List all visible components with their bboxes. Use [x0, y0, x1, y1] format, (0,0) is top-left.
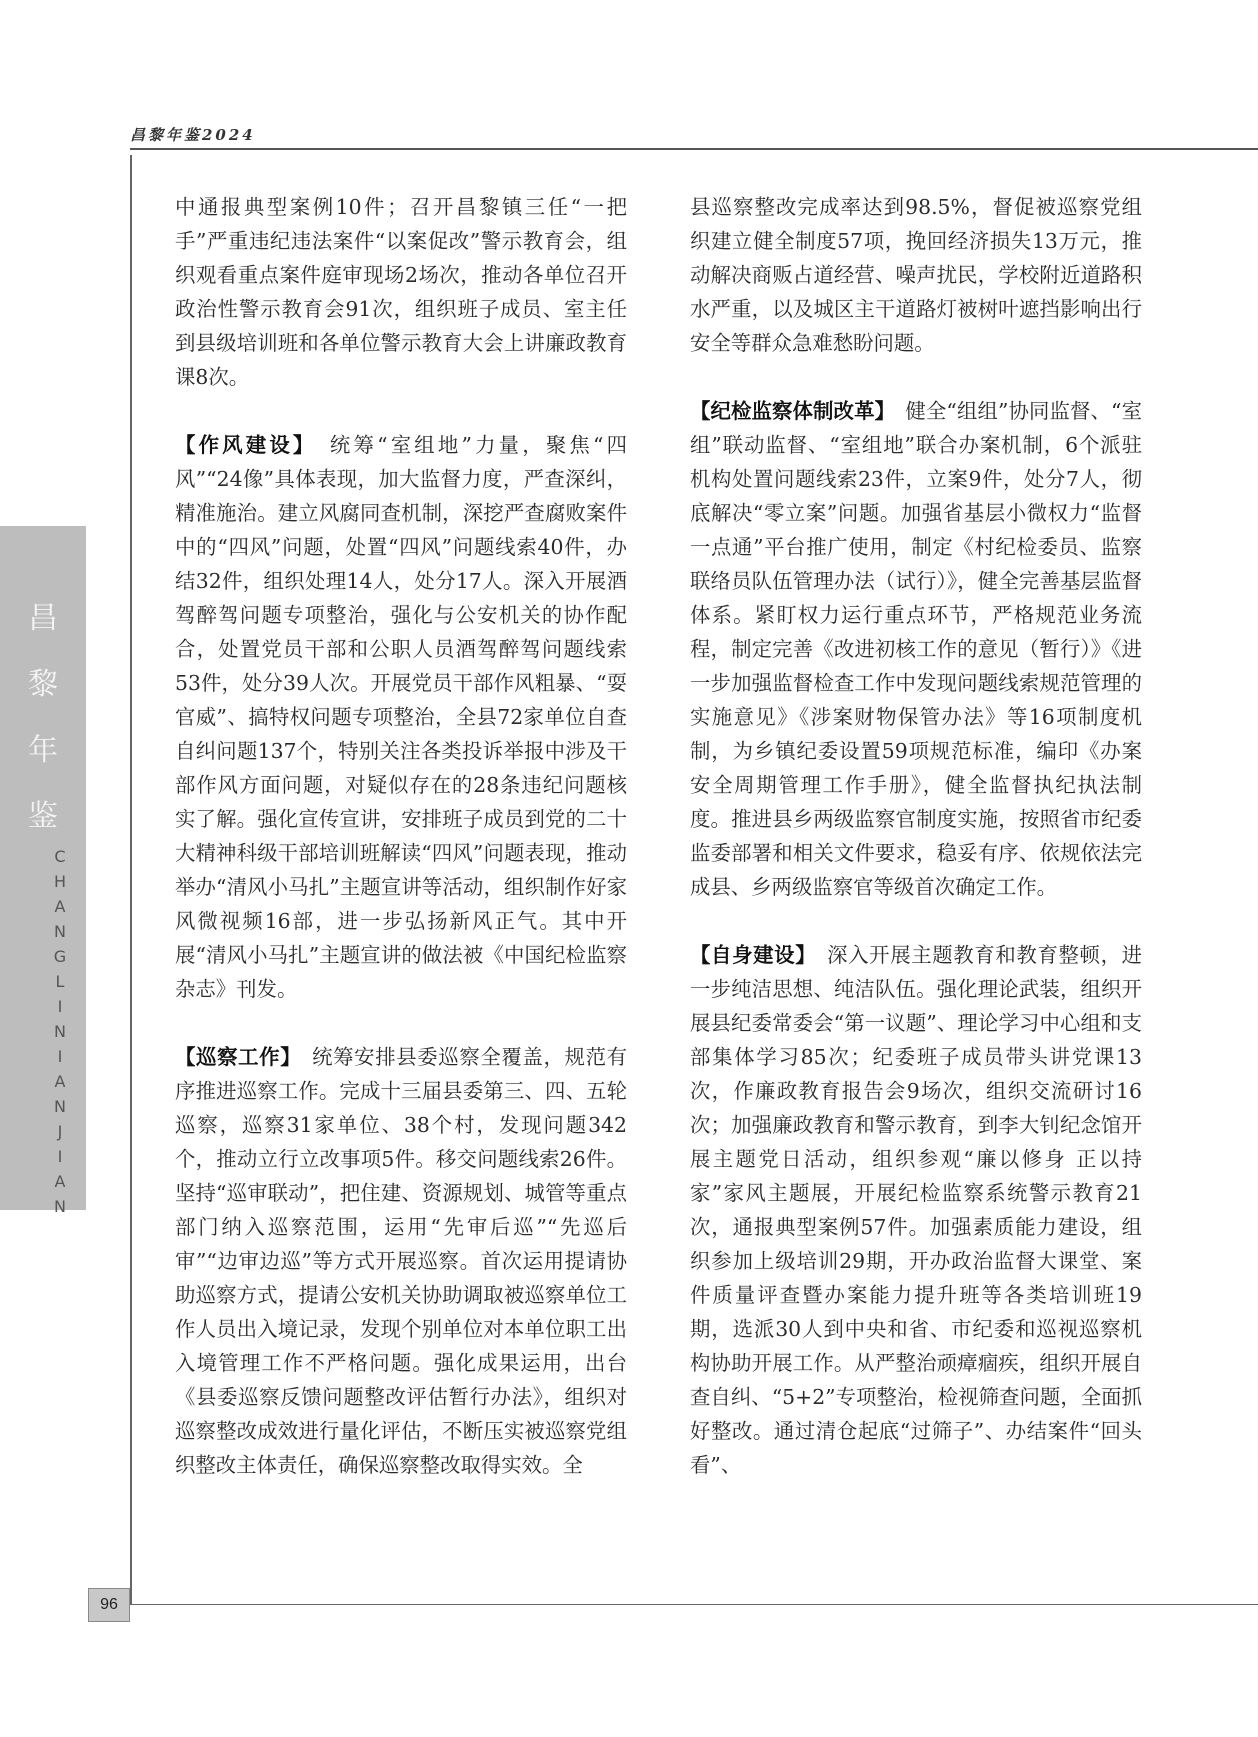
side-tab-letter: L: [55, 972, 65, 991]
side-tab-letter: N: [54, 1097, 66, 1116]
side-tab-letter: G: [53, 947, 67, 966]
section-heading: 【自身建设】: [690, 943, 807, 967]
side-tab: [0, 526, 86, 1216]
page-number: 96: [88, 1588, 130, 1622]
side-tab-char: 昌: [28, 601, 58, 636]
paragraph: 中通报典型案例10件；召开昌黎镇三任“一把手”严重违纪违法案件“以案促改”警示教育会，组织观看重点案件庭审现场2场次，推动各单位召开政治性警示教育会91次，组织班子成员、室主任到县级培训班和各单位警示教育大会上讲廉政教育课8次。: [175, 195, 627, 389]
side-tab-letter: N: [54, 1022, 66, 1041]
side-tab-char: 年: [28, 733, 58, 768]
side-tab-pinyin-title: [50, 844, 70, 1219]
side-tab-letter: A: [54, 897, 66, 916]
section-text: 统筹安排县委巡察全覆盖，规范有序推进巡察工作。完成十三届县委第三、四、五轮巡察，巡察31家单位、38个村，发现问题342个，推动立行立改事项5件。移交问题线索26件。坚持“巡审联动”，把住建、资源规划、城管等重点部门纳入巡察范围，运用“先审后巡”“先巡后审”“边审边巡”等方式开展巡察。首次运用提请协助巡察方式，提请公安机关协助调取被巡察单位工作人员出入境记录，发现个别单位对本单位职工出入境管理工作不严格问题。强化成果运用，出台《县委巡察反馈问题整改评估暂行办法》，组织对巡察整改成效进行量化评估，不断压实被巡察党组织整改主体责任，确保巡察整改取得实效。全: [175, 1045, 627, 1477]
header-rule: [130, 148, 1258, 150]
section-text: 统筹“室组地”力量，聚焦“四风”“24像”具体表现，加大监督力度，严查深纠，精准施治。建立风腐同查机制，深挖严查腐败案件中的“四风”问题，处置“四风”问题线索40件，办结32件，组织处理14人，处分17人。深入开展酒驾醉驾问题专项整治，强化与公安机关的协作配合，处置党员干部和公职人员酒驾醉驾问题线索53件，处分39人次。开展党员干部作风粗暴、“耍官威”、搞特权问题专项整治，全县72家单位自查自纠问题137个，特别关注各类投诉举报中涉及干部作风方面问题，对疑似存在的28条违纪问题核实了解。强化宣传宣讲，安排班子成员到党的二十大精神科级干部培训班解读“四风”问题表现，推动举办“清风小马扎”主题宣讲等活动，组织制作好家风微视频16部，进一步弘扬新风正气。其中开展“清风小马扎”主题宣讲的做法被《中国纪检监察杂志》刊发。: [175, 433, 627, 1001]
side-tab-letter: H: [53, 872, 67, 891]
left-text-column: [175, 190, 627, 1482]
section-heading: 【巡察工作】: [175, 1045, 292, 1069]
paragraph: 县巡察整改完成率达到98.5%，督促被巡察党组织建立健全制度57项，挽回经济损失13万元，推动解决商贩占道经营、噪声扰民，学校附近道路积水严重，以及城区主干道路灯被树叶遮挡影响出行安全等群众急难愁盼问题。: [690, 195, 1142, 355]
side-tab-letter: C: [54, 847, 66, 866]
frame-bottom-border: [130, 1604, 1258, 1605]
right-text-column: [690, 190, 1142, 1482]
section-xuncha: [175, 1040, 627, 1482]
side-tab-letter: J: [57, 1122, 63, 1141]
section-text: 健全“组组”协同监督、“室组”联动监督、“室组地”联合办案机制，6个派驻机构处置问题线索23件，立案9件，处分7人，彻底解决“零立案”问题。加强省基层小微权力“监督一点通”平台推广使用，制定《村纪检委员、监察联络员队伍管理办法（试行）》，健全完善基层监督体系。紧盯权力运行重点环节，严格规范业务流程，制定完善《改进初核工作的意见（暂行）》《进一步加强监督检查工作中发现问题线索规范管理的实施意见》《涉案财物保管办法》等16项制度机制，为乡镇纪委设置59项规范标准，编印《办案安全周期管理工作手册》，健全监督执纪执法制度。推进县乡两级监察官制度实施，按照省市纪委监委部署和相关文件要求，稳妥有序、依规依法完成县、乡两级监察官等级首次确定工作。: [690, 399, 1142, 899]
side-tab-letter: I: [57, 997, 63, 1016]
running-header-title: 昌黎年鉴2024: [130, 126, 256, 144]
side-tab-letter: N: [54, 922, 66, 941]
side-tab-chinese-title: [0, 586, 86, 850]
side-tab-letter: A: [54, 1172, 66, 1191]
side-tab-letter: A: [54, 1072, 66, 1091]
section-heading: 【作风建设】: [175, 433, 307, 457]
section-tizhi: [690, 394, 1142, 904]
side-tab-char: 鉴: [28, 799, 58, 834]
section-zuofeng: [175, 428, 627, 1006]
frame-left-border: [130, 155, 132, 1605]
section-heading: 【纪检监察体制改革】: [690, 399, 885, 423]
side-tab-char: 黎: [28, 667, 58, 702]
section-text: 深入开展主题教育和教育整顿，进一步纯洁思想、纯洁队伍。强化理论武装，组织开展县纪委常委会“第一议题”、理论学习中心组和支部集体学习85次；纪委班子成员带头讲党课13次，作廉政教育报告会9场次，组织交流研讨16次；加强廉政教育和警示教育，到李大钊纪念馆开展主题党日活动，组织参观“廉以修身 正以持家”家风主题展，开展纪检监察系统警示教育21次，通报典型案例57件。加强素质能力建设，组织参加上级培训29期，开办政治监督大课堂、案件质量评查暨办案能力提升班等各类培训班19期，选派30人到中央和省、市纪委和巡视巡察机构协助开展工作。从严整治顽瘴痼疾，组织开展自查自纠、“5+2”专项整治，检视筛查问题，全面抓好整改。通过清仓起底“过筛子”、办结案件“回头看”、: [690, 943, 1143, 1477]
side-tab-letter: I: [57, 1147, 63, 1166]
section-zishen: [690, 938, 1142, 1482]
side-tab-letter: N: [54, 1197, 66, 1216]
side-tab-letter: I: [57, 1047, 63, 1066]
